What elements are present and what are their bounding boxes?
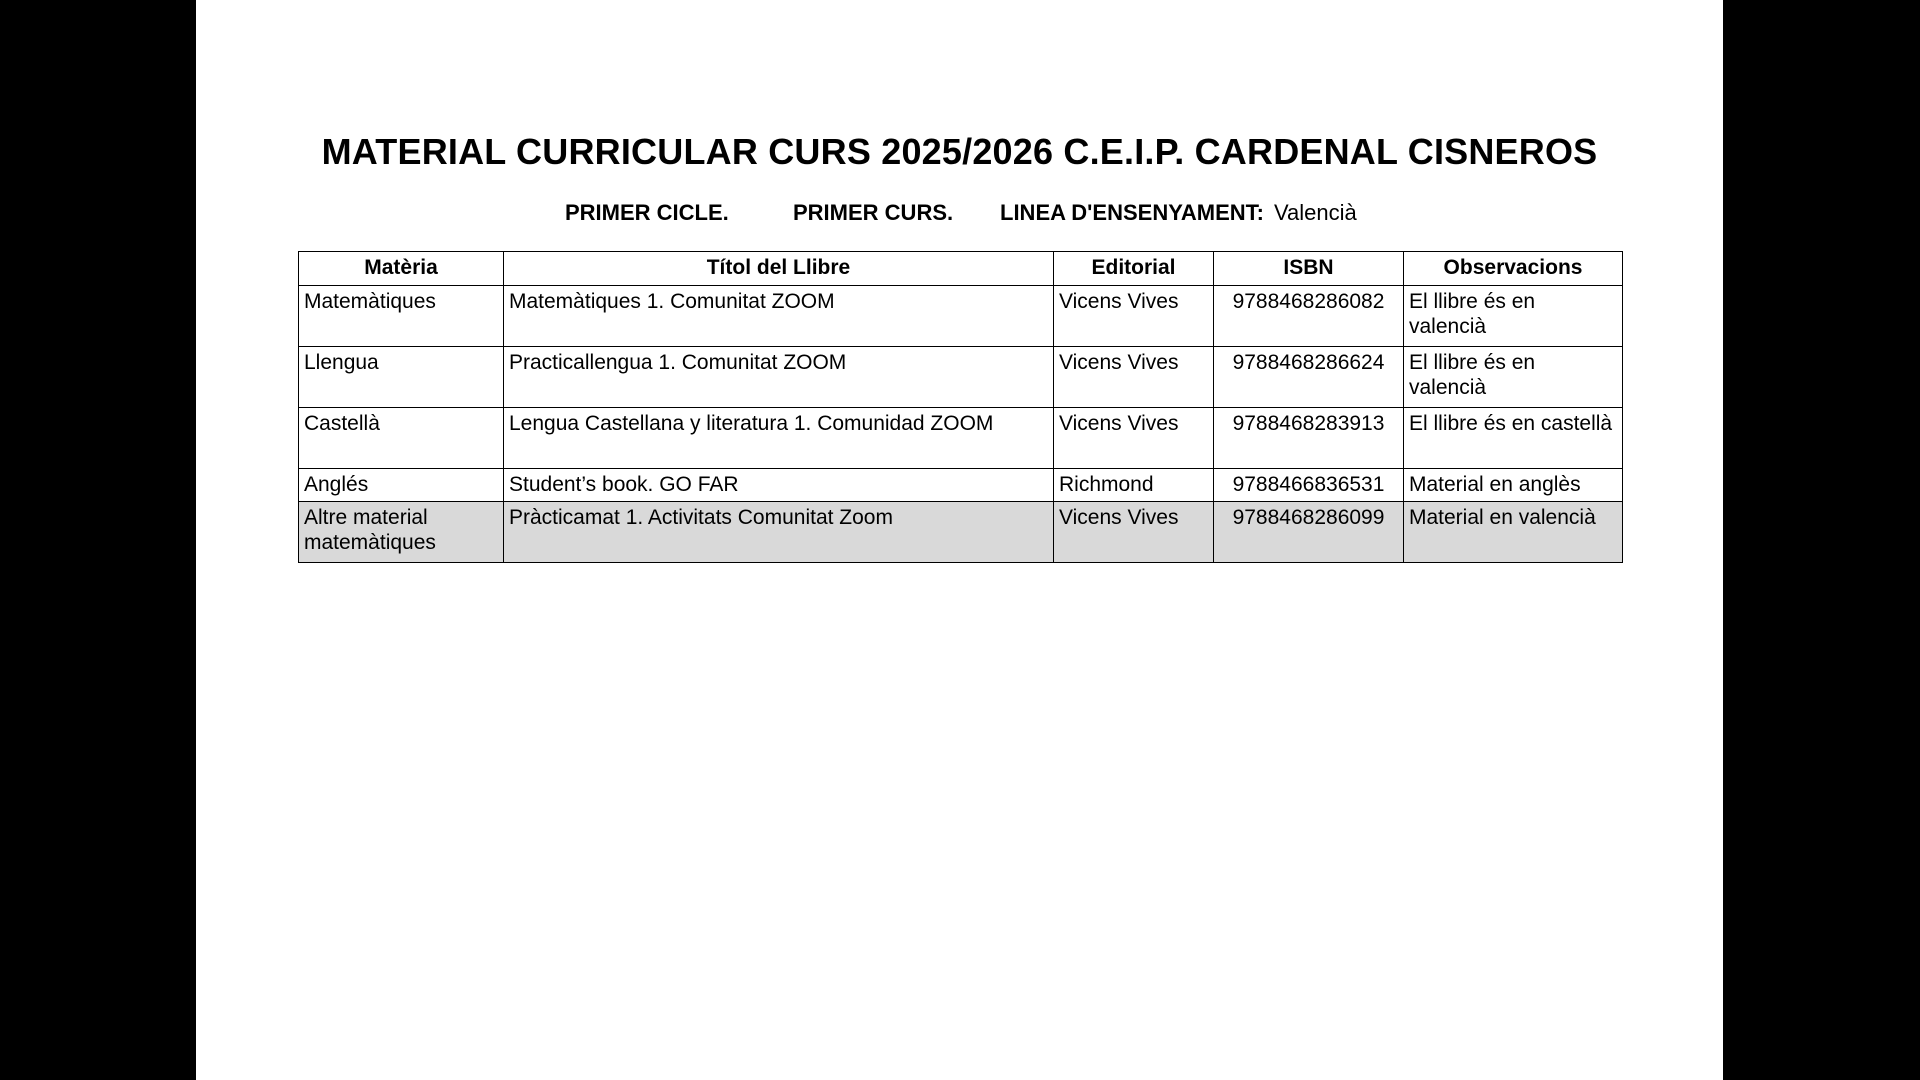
cell-title: Student’s book. GO FAR: [504, 469, 1054, 502]
cell-publisher: Richmond: [1054, 469, 1214, 502]
cell-subject: Anglés: [299, 469, 504, 502]
cell-notes: El llibre és en castellà: [1404, 408, 1623, 469]
cell-notes: Material en anglès: [1404, 469, 1623, 502]
cell-title: Practicallengua 1. Comunitat ZOOM: [504, 347, 1054, 408]
cell-notes: Material en valencià: [1404, 502, 1623, 563]
cell-subject: Matemàtiques: [299, 286, 504, 347]
document-page: [196, 0, 1723, 1080]
page-title: MATERIAL CURRICULAR CURS 2025/2026 C.E.I.P. CARDENAL CISNEROS: [321, 131, 1598, 172]
table-header-row: [299, 252, 1623, 286]
cell-title: Pràcticamat 1. Activitats Comunitat Zoom: [504, 502, 1054, 563]
cell-isbn: 9788468283913: [1214, 408, 1404, 469]
table-row: [299, 502, 1623, 563]
header-title: Títol del Llibre: [504, 252, 1054, 286]
cell-publisher: Vicens Vives: [1054, 502, 1214, 563]
course-label: PRIMER CURS.: [793, 200, 954, 225]
cell-notes: El llibre és en valencià: [1404, 347, 1623, 408]
header-subject: Matèria: [299, 252, 504, 286]
header-publisher: Editorial: [1054, 252, 1214, 286]
teaching-line-label: LINEA D'ENSENYAMENT:: [1000, 200, 1264, 225]
cell-subject: Altre material matemàtiques: [299, 502, 504, 563]
cell-publisher: Vicens Vives: [1054, 408, 1214, 469]
cell-isbn: 9788468286099: [1214, 502, 1404, 563]
materials-table: [298, 251, 1623, 563]
cell-publisher: Vicens Vives: [1054, 286, 1214, 347]
header-notes: Observacions: [1404, 252, 1623, 286]
cell-publisher: Vicens Vives: [1054, 347, 1214, 408]
cell-title: Lengua Castellana y literatura 1. Comunidad ZOOM: [504, 408, 1054, 469]
table-row: [299, 286, 1623, 347]
cell-isbn: 9788468286624: [1214, 347, 1404, 408]
table-row: [299, 347, 1623, 408]
cell-title: Matemàtiques 1. Comunitat ZOOM: [504, 286, 1054, 347]
teaching-line-value: Valencià: [1274, 200, 1357, 225]
cell-isbn: 9788468286082: [1214, 286, 1404, 347]
header-isbn: ISBN: [1214, 252, 1404, 286]
cell-subject: Llengua: [299, 347, 504, 408]
cell-isbn: 9788466836531: [1214, 469, 1404, 502]
table-row: [299, 469, 1623, 502]
cycle-label: PRIMER CICLE.: [565, 200, 729, 225]
cell-notes: El llibre és en valencià: [1404, 286, 1623, 347]
cell-subject: Castellà: [299, 408, 504, 469]
table-row: [299, 408, 1623, 469]
subtitle-line: [196, 200, 1723, 228]
